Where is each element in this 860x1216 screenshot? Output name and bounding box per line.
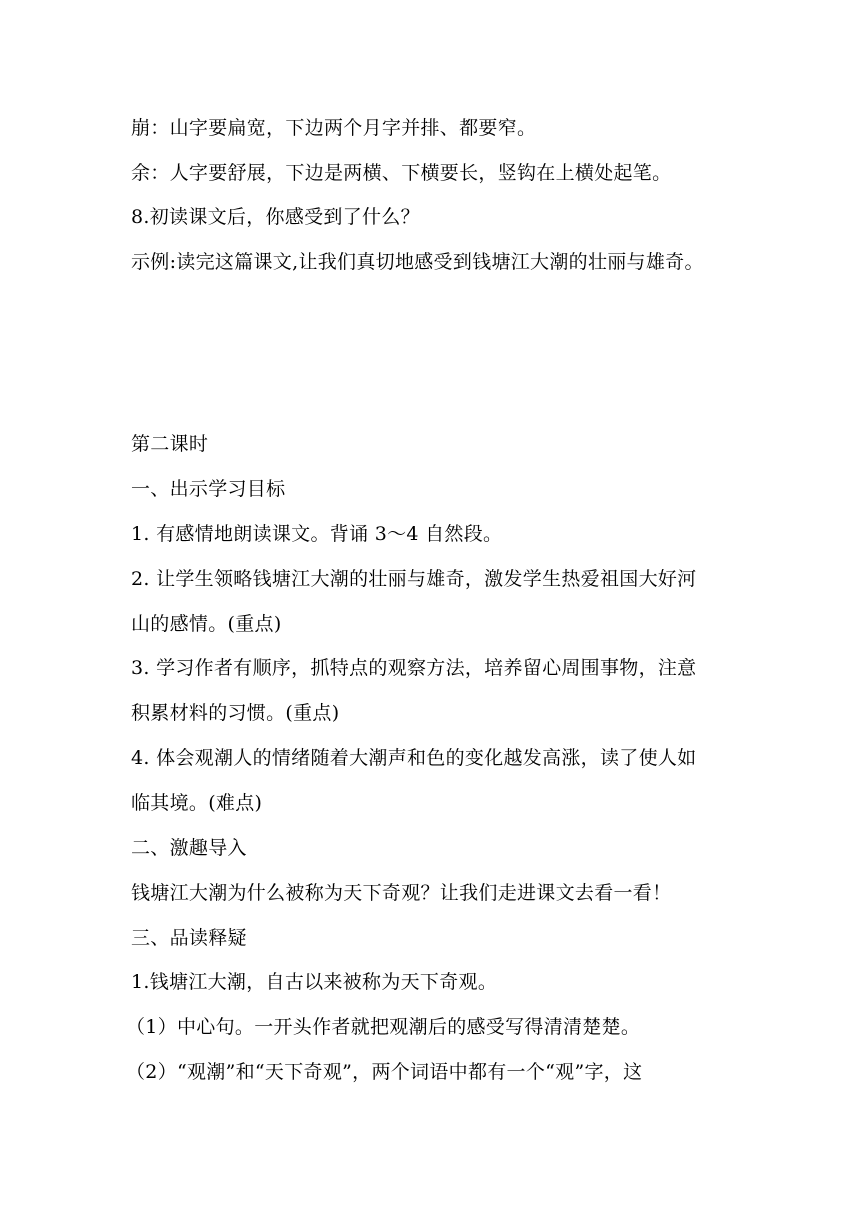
objective-item-continued: 山的感情。(重点) bbox=[131, 613, 282, 635]
section-heading: 第二课时 bbox=[131, 433, 209, 455]
objective-item-continued: 临其境。(难点) bbox=[131, 792, 263, 814]
text-line: 1.钱塘江大潮，自古以来被称为天下奇观。 bbox=[131, 971, 498, 993]
objective-item-continued: 积累材料的习惯。(重点) bbox=[131, 702, 340, 724]
question-line: 8.初读课文后，你感受到了什么？ bbox=[131, 206, 420, 228]
objective-item: 4. 体会观潮人的情绪随着大潮声和色的变化越发高涨，读了使人如 bbox=[131, 747, 697, 769]
objective-item: 1. 有感情地朗读课文。背诵 3～4 自然段。 bbox=[131, 523, 503, 545]
text-line: 余：人字要舒展，下边是两横、下横要长，竖钩在上横处起笔。 bbox=[131, 162, 672, 184]
text-line: 崩：山字要扁宽，下边两个月字并排、都要窄。 bbox=[131, 117, 537, 139]
text-line: （2）“观潮”和“天下奇观”，两个词语中都有一个“观”字，这 bbox=[126, 1061, 643, 1083]
example-answer-line: 示例:读完这篇课文,让我们真切地感受到钱塘江大潮的壮丽与雄奇。 bbox=[131, 251, 704, 273]
objective-item: 2. 让学生领略钱塘江大潮的壮丽与雄奇，激发学生热爱祖国大好河 bbox=[131, 568, 697, 590]
objective-item: 3. 学习作者有顺序，抓特点的观察方法，培养留心周围事物，注意 bbox=[131, 657, 697, 679]
text-line: 钱塘江大潮为什么被称为天下奇观？让我们走进课文去看一看！ bbox=[131, 882, 672, 904]
section-heading: 一、出示学习目标 bbox=[131, 478, 286, 500]
section-heading: 二、激趣导入 bbox=[131, 837, 247, 859]
section-heading: 三、品读释疑 bbox=[131, 927, 247, 949]
text-line: （1）中心句。一开头作者就把观潮后的感受写得清清楚楚。 bbox=[126, 1016, 641, 1038]
